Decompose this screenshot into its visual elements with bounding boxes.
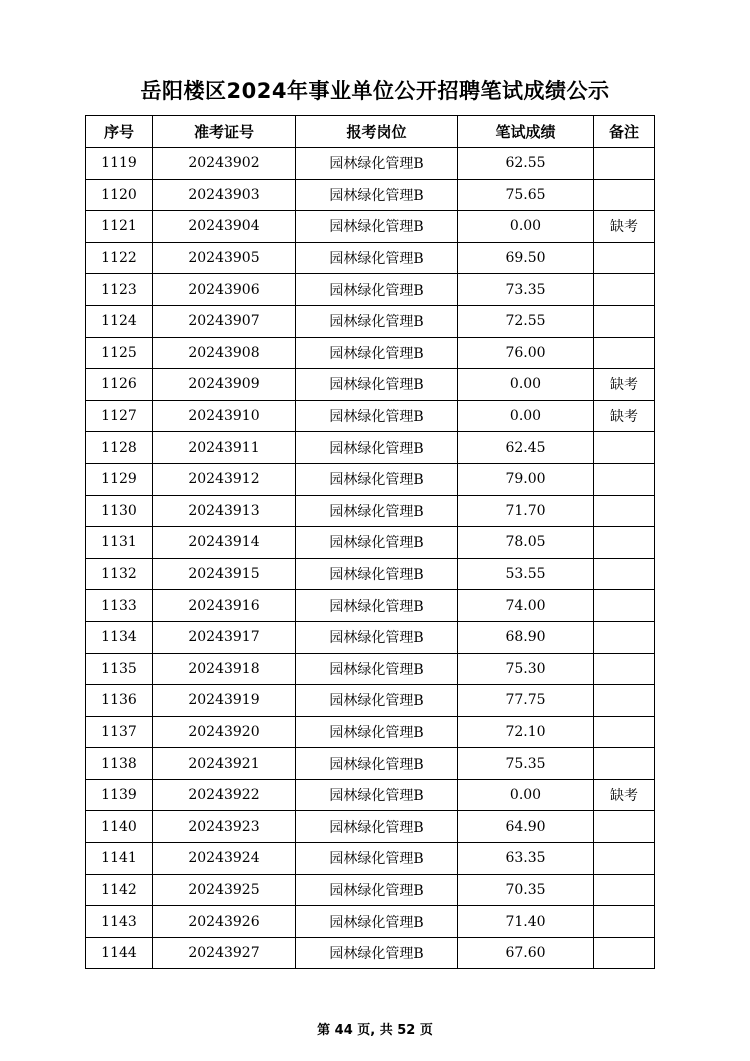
cell-remark: [594, 148, 655, 180]
cell-position: 园林绿化管理B: [296, 305, 458, 337]
cell-seq: 1134: [86, 621, 153, 653]
cell-score: 72.55: [458, 305, 594, 337]
cell-remark: [594, 558, 655, 590]
table-row: [86, 432, 655, 464]
cell-score: 76.00: [458, 337, 594, 369]
cell-score: 71.70: [458, 495, 594, 527]
cell-score: 63.35: [458, 843, 594, 875]
cell-exam-id: 20243915: [153, 558, 296, 590]
cell-exam-id: 20243916: [153, 590, 296, 622]
cell-seq: 1132: [86, 558, 153, 590]
cell-remark: [594, 432, 655, 464]
cell-seq: 1131: [86, 527, 153, 559]
cell-score: 0.00: [458, 211, 594, 243]
cell-seq: 1119: [86, 148, 153, 180]
cell-position: 园林绿化管理B: [296, 811, 458, 843]
cell-seq: 1136: [86, 685, 153, 717]
table-row: [86, 558, 655, 590]
cell-seq: 1120: [86, 179, 153, 211]
table-row: [86, 463, 655, 495]
cell-position: 园林绿化管理B: [296, 369, 458, 401]
cell-position: 园林绿化管理B: [296, 211, 458, 243]
cell-position: 园林绿化管理B: [296, 432, 458, 464]
cell-remark: 缺考: [594, 369, 655, 401]
cell-remark: [594, 653, 655, 685]
cell-exam-id: 20243908: [153, 337, 296, 369]
table-row: [86, 843, 655, 875]
cell-remark: [594, 590, 655, 622]
cell-score: 62.55: [458, 148, 594, 180]
cell-score: 68.90: [458, 621, 594, 653]
table-row: [86, 590, 655, 622]
cell-exam-id: 20243904: [153, 211, 296, 243]
table-row: [86, 179, 655, 211]
cell-score: 67.60: [458, 937, 594, 969]
table-row: [86, 906, 655, 938]
table-row: [86, 811, 655, 843]
cell-exam-id: 20243906: [153, 274, 296, 306]
header-exam-id: 准考证号: [153, 116, 296, 148]
cell-remark: [594, 274, 655, 306]
cell-score: 71.40: [458, 906, 594, 938]
cell-exam-id: 20243917: [153, 621, 296, 653]
cell-seq: 1123: [86, 274, 153, 306]
cell-score: 77.75: [458, 685, 594, 717]
cell-exam-id: 20243902: [153, 148, 296, 180]
cell-seq: 1144: [86, 937, 153, 969]
table-row: [86, 874, 655, 906]
cell-score: 62.45: [458, 432, 594, 464]
cell-exam-id: 20243927: [153, 937, 296, 969]
cell-remark: [594, 874, 655, 906]
cell-exam-id: 20243903: [153, 179, 296, 211]
table-row: [86, 148, 655, 180]
cell-exam-id: 20243909: [153, 369, 296, 401]
cell-exam-id: 20243913: [153, 495, 296, 527]
cell-seq: 1135: [86, 653, 153, 685]
page-title: 岳阳楼区2024年事业单位公开招聘笔试成绩公示: [140, 79, 610, 103]
cell-remark: [594, 337, 655, 369]
cell-position: 园林绿化管理B: [296, 621, 458, 653]
cell-score: 79.00: [458, 463, 594, 495]
cell-seq: 1126: [86, 369, 153, 401]
cell-position: 园林绿化管理B: [296, 937, 458, 969]
cell-remark: [594, 179, 655, 211]
cell-seq: 1124: [86, 305, 153, 337]
cell-position: 园林绿化管理B: [296, 400, 458, 432]
cell-score: 70.35: [458, 874, 594, 906]
cell-position: 园林绿化管理B: [296, 748, 458, 780]
table-row: [86, 653, 655, 685]
score-table: [85, 115, 655, 969]
table-row: [86, 274, 655, 306]
cell-seq: 1125: [86, 337, 153, 369]
cell-exam-id: 20243925: [153, 874, 296, 906]
cell-remark: [594, 685, 655, 717]
cell-remark: [594, 748, 655, 780]
cell-exam-id: 20243911: [153, 432, 296, 464]
cell-seq: 1139: [86, 779, 153, 811]
cell-score: 78.05: [458, 527, 594, 559]
cell-score: 75.65: [458, 179, 594, 211]
cell-remark: [594, 495, 655, 527]
cell-score: 69.50: [458, 242, 594, 274]
cell-position: 园林绿化管理B: [296, 685, 458, 717]
cell-remark: 缺考: [594, 400, 655, 432]
cell-seq: 1128: [86, 432, 153, 464]
cell-remark: [594, 463, 655, 495]
cell-position: 园林绿化管理B: [296, 906, 458, 938]
cell-remark: 缺考: [594, 211, 655, 243]
cell-remark: [594, 305, 655, 337]
table-row: [86, 937, 655, 969]
cell-position: 园林绿化管理B: [296, 716, 458, 748]
table-row: [86, 748, 655, 780]
cell-position: 园林绿化管理B: [296, 653, 458, 685]
table-row: [86, 779, 655, 811]
cell-remark: [594, 621, 655, 653]
cell-position: 园林绿化管理B: [296, 337, 458, 369]
cell-seq: 1142: [86, 874, 153, 906]
table-row: [86, 305, 655, 337]
cell-exam-id: 20243919: [153, 685, 296, 717]
cell-remark: [594, 811, 655, 843]
cell-score: 0.00: [458, 369, 594, 401]
table-row: [86, 685, 655, 717]
cell-exam-id: 20243912: [153, 463, 296, 495]
cell-exam-id: 20243926: [153, 906, 296, 938]
cell-position: 园林绿化管理B: [296, 874, 458, 906]
cell-score: 72.10: [458, 716, 594, 748]
cell-position: 园林绿化管理B: [296, 843, 458, 875]
cell-seq: 1137: [86, 716, 153, 748]
table-row: [86, 527, 655, 559]
cell-score: 75.30: [458, 653, 594, 685]
cell-position: 园林绿化管理B: [296, 179, 458, 211]
cell-position: 园林绿化管理B: [296, 242, 458, 274]
cell-seq: 1138: [86, 748, 153, 780]
header-score: 笔试成绩: [458, 116, 594, 148]
cell-remark: [594, 937, 655, 969]
cell-exam-id: 20243920: [153, 716, 296, 748]
cell-seq: 1143: [86, 906, 153, 938]
table-body: [86, 148, 655, 969]
cell-position: 园林绿化管理B: [296, 779, 458, 811]
cell-position: 园林绿化管理B: [296, 463, 458, 495]
cell-score: 74.00: [458, 590, 594, 622]
cell-seq: 1121: [86, 211, 153, 243]
table-row: [86, 242, 655, 274]
cell-exam-id: 20243918: [153, 653, 296, 685]
cell-seq: 1140: [86, 811, 153, 843]
page-number: 第 44 页, 共 52 页: [317, 1023, 433, 1038]
table-row: [86, 337, 655, 369]
cell-position: 园林绿化管理B: [296, 274, 458, 306]
cell-remark: 缺考: [594, 779, 655, 811]
cell-exam-id: 20243905: [153, 242, 296, 274]
header-remark: 备注: [594, 116, 655, 148]
cell-seq: 1130: [86, 495, 153, 527]
cell-seq: 1129: [86, 463, 153, 495]
header-position: 报考岗位: [296, 116, 458, 148]
cell-remark: [594, 242, 655, 274]
cell-seq: 1127: [86, 400, 153, 432]
cell-exam-id: 20243921: [153, 748, 296, 780]
cell-seq: 1141: [86, 843, 153, 875]
cell-position: 园林绿化管理B: [296, 558, 458, 590]
cell-position: 园林绿化管理B: [296, 527, 458, 559]
table-row: [86, 369, 655, 401]
table-row: [86, 495, 655, 527]
table-row: [86, 211, 655, 243]
cell-remark: [594, 716, 655, 748]
cell-score: 53.55: [458, 558, 594, 590]
cell-position: 园林绿化管理B: [296, 148, 458, 180]
table-row: [86, 621, 655, 653]
cell-position: 园林绿化管理B: [296, 495, 458, 527]
cell-position: 园林绿化管理B: [296, 590, 458, 622]
cell-exam-id: 20243910: [153, 400, 296, 432]
cell-exam-id: 20243922: [153, 779, 296, 811]
cell-score: 73.35: [458, 274, 594, 306]
cell-seq: 1122: [86, 242, 153, 274]
cell-score: 0.00: [458, 400, 594, 432]
cell-score: 0.00: [458, 779, 594, 811]
cell-exam-id: 20243914: [153, 527, 296, 559]
cell-remark: [594, 843, 655, 875]
cell-seq: 1133: [86, 590, 153, 622]
cell-remark: [594, 527, 655, 559]
cell-score: 64.90: [458, 811, 594, 843]
table-header-row: [86, 116, 655, 148]
cell-exam-id: 20243924: [153, 843, 296, 875]
cell-remark: [594, 906, 655, 938]
cell-score: 75.35: [458, 748, 594, 780]
table-row: [86, 400, 655, 432]
cell-exam-id: 20243907: [153, 305, 296, 337]
table-row: [86, 716, 655, 748]
header-seq: 序号: [86, 116, 153, 148]
cell-exam-id: 20243923: [153, 811, 296, 843]
